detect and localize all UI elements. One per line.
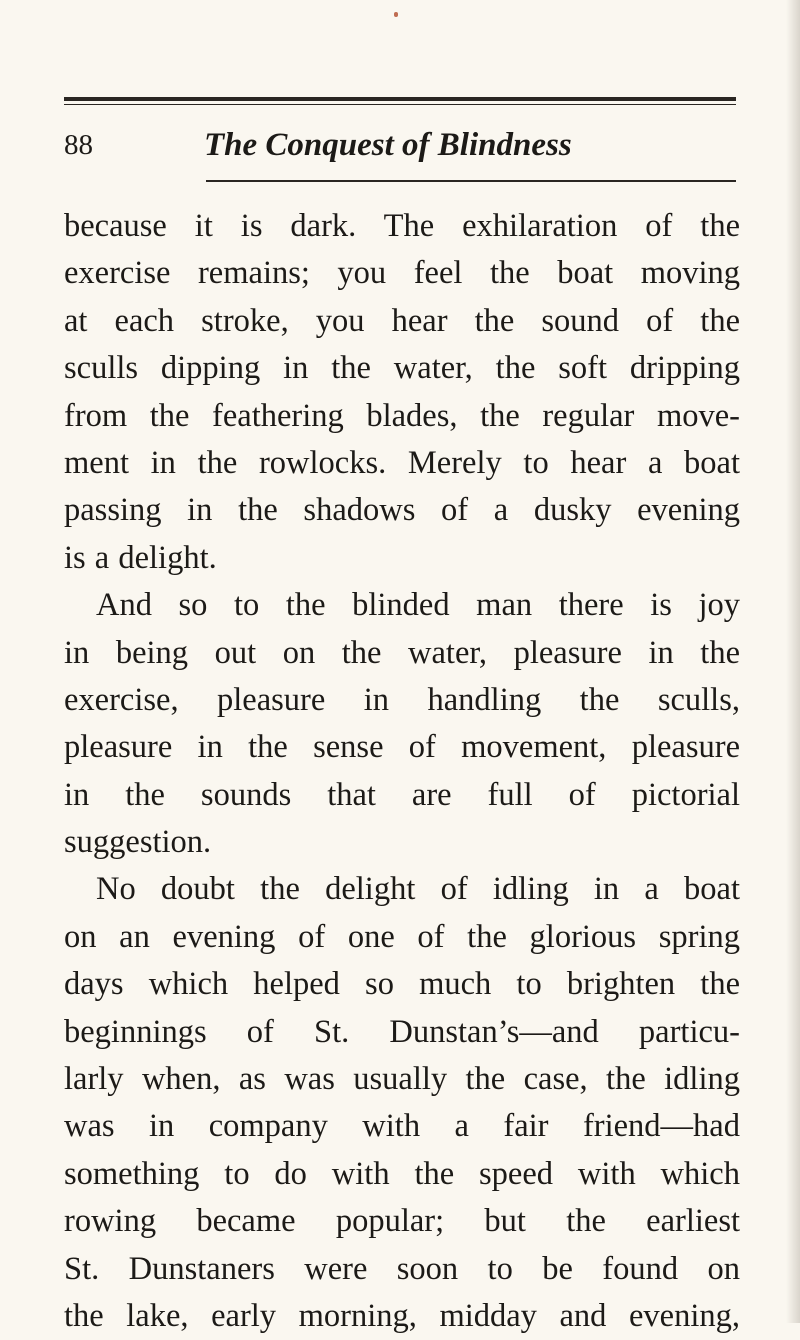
text-line: ment in the rowlocks. Merely to hear a boat <box>64 444 740 481</box>
page-number: 88 <box>64 129 93 161</box>
text-line: days which helped so much to brighten the <box>64 966 740 1003</box>
text-line: sculls dipping in the water, the soft dripping <box>64 350 740 387</box>
body-text <box>64 203 740 1340</box>
text-line: exercise, pleasure in handling the sculls, <box>64 681 740 718</box>
ink-blemish <box>394 12 398 17</box>
text-line: rowing became popular; but the earliest <box>64 1203 740 1240</box>
running-title: The Conquest of Blindness <box>204 127 572 163</box>
text-line: larly when, as was usually the case, the idling <box>64 1061 740 1098</box>
text-line: beginnings of St. Dunstan’s—and particu- <box>64 1013 740 1050</box>
text-line: in being out on the water, pleasure in the <box>64 634 740 671</box>
text-line: the lake, early morning, midday and evening, <box>64 1297 740 1334</box>
text-line: St. Dunstaners were soon to be found on <box>64 1250 740 1287</box>
text-line: No doubt the delight of idling in a boat <box>96 871 740 908</box>
text-line: something to do with the speed with which <box>64 1155 740 1192</box>
text-line: because it is dark. The exhilaration of the <box>64 208 740 244</box>
text-line: on an evening of one of the glorious spring <box>64 918 740 955</box>
running-head <box>64 122 736 168</box>
page-edge-shadow <box>786 0 800 1323</box>
text-line: suggestion. <box>64 824 212 861</box>
text-line: at each stroke, you hear the sound of the <box>64 302 740 339</box>
header-rule-thin <box>64 104 736 105</box>
text-line: And so to the blinded man there is joy <box>96 587 740 624</box>
text-line: was in company with a fair friend—had <box>64 1108 740 1145</box>
text-line: exercise remains; you feel the boat moving <box>64 255 740 292</box>
text-line: is a delight. <box>64 539 217 576</box>
text-line: passing in the shadows of a dusky evening <box>64 492 740 529</box>
text-line: in the sounds that are full of pictorial <box>64 776 740 813</box>
text-line: pleasure in the sense of movement, pleasure <box>64 729 740 766</box>
header-rule-thick <box>64 97 736 101</box>
text-line: from the feathering blades, the regular move- <box>64 397 740 434</box>
header-rule-bottom <box>206 180 736 182</box>
